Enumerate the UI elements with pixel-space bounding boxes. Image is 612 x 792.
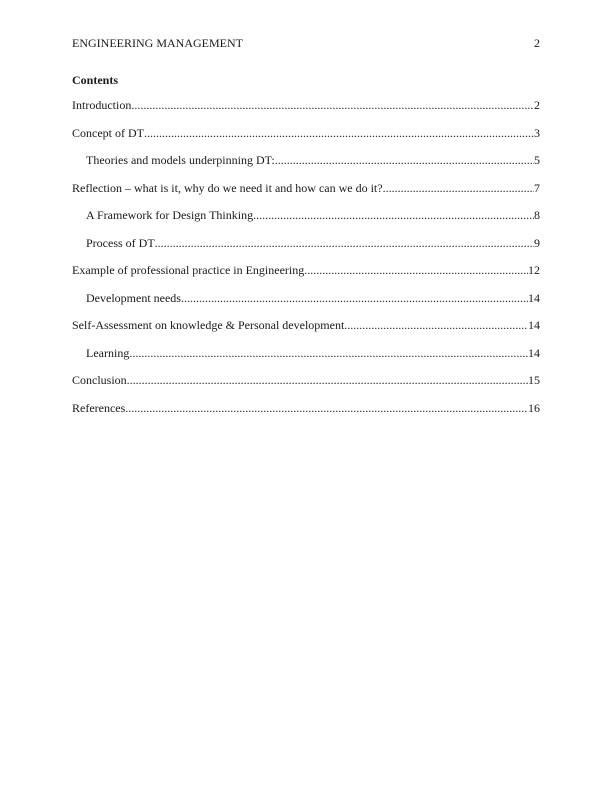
- toc-entry-page-number: 15: [528, 373, 540, 387]
- toc-entry[interactable]: [72, 257, 540, 285]
- toc-entry[interactable]: [72, 175, 540, 203]
- toc-entry-label: Development needs: [86, 290, 181, 305]
- toc-leader-dots: [344, 312, 528, 340]
- toc-entry[interactable]: [72, 312, 540, 340]
- toc-entry-label: Concept of DT: [72, 125, 144, 140]
- toc-leader-dots: [131, 92, 534, 120]
- toc-entry-label: Reflection – what is it, why do we need it and how can we do it?: [72, 180, 383, 195]
- toc-list: [72, 92, 540, 422]
- toc-entry[interactable]: [72, 285, 540, 313]
- toc-entry[interactable]: [72, 395, 540, 423]
- toc-entry-page-number: 14: [528, 290, 540, 305]
- toc-entry-page-number: 9: [534, 235, 540, 250]
- contents-heading: Contents: [72, 73, 119, 87]
- toc-leader-dots: [304, 257, 528, 285]
- toc-entry-label: References: [72, 400, 126, 415]
- toc-entry-page-number: 16: [528, 400, 540, 415]
- toc-entry-page-number: 12: [528, 263, 540, 277]
- toc-leader-dots: [181, 285, 528, 313]
- page-header: [72, 36, 540, 50]
- toc-entry[interactable]: [72, 92, 540, 120]
- toc-leader-dots: [129, 340, 528, 368]
- header-page-number: 2: [534, 36, 540, 50]
- toc-leader-dots: [144, 120, 534, 148]
- toc-entry[interactable]: [72, 367, 540, 395]
- toc-entry[interactable]: [72, 340, 540, 368]
- toc-leader-dots: [253, 202, 534, 230]
- toc-entry-page-number: 5: [534, 153, 540, 167]
- toc-entry-page-number: 3: [534, 125, 540, 140]
- toc-entry-page-number: 8: [534, 208, 540, 222]
- toc-entry[interactable]: [72, 230, 540, 258]
- toc-entry-page-number: 2: [534, 98, 540, 112]
- toc-entry[interactable]: [72, 120, 540, 148]
- toc-entry[interactable]: [72, 202, 540, 230]
- toc-leader-dots: [155, 230, 534, 258]
- toc-leader-dots: [125, 395, 528, 423]
- toc-entry-label: Process of DT: [86, 235, 155, 250]
- toc-entry-page-number: 14: [528, 318, 540, 332]
- toc-leader-dots: [275, 147, 534, 175]
- toc-leader-dots: [127, 367, 528, 395]
- toc-entry-label: A Framework for Design Thinking: [86, 208, 254, 222]
- toc-entry-page-number: 7: [534, 180, 540, 195]
- toc-entry-label: Learning: [86, 345, 130, 360]
- toc-entry-label: Conclusion: [72, 373, 127, 387]
- toc-entry-label: Introduction: [72, 98, 132, 112]
- toc-entry-page-number: 14: [528, 345, 540, 360]
- running-head-title: ENGINEERING MANAGEMENT: [72, 36, 243, 50]
- toc-entry-label: Example of professional practice in Engineering: [72, 263, 305, 277]
- toc-leader-dots: [383, 175, 534, 203]
- toc-entry-label: Theories and models underpinning DT:: [86, 153, 275, 167]
- toc-entry[interactable]: [72, 147, 540, 175]
- toc-entry-label: Self-Assessment on knowledge & Personal development: [72, 318, 345, 332]
